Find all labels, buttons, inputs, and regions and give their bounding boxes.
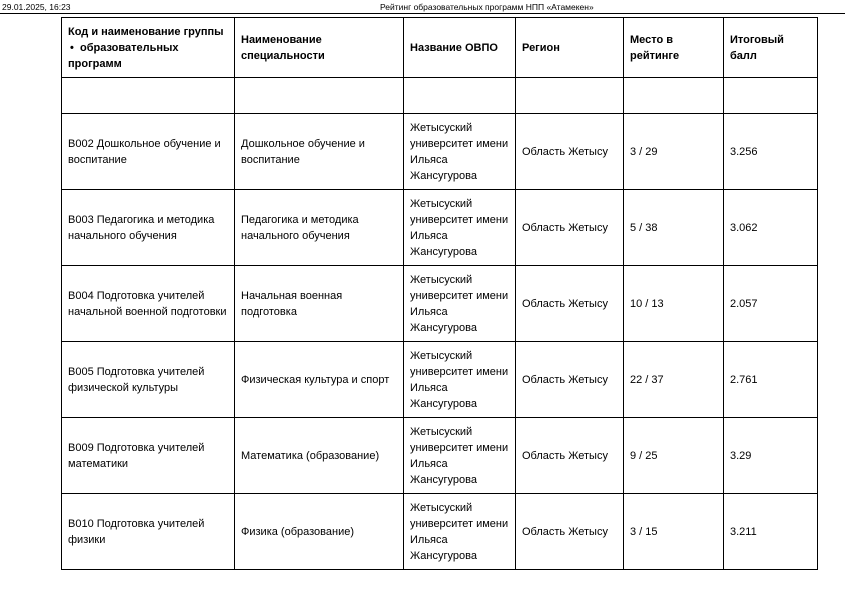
cell-university: Жетысуский университет имени Ильяса Жансугурова	[404, 494, 516, 570]
cell-rank: 10 / 13	[624, 266, 724, 342]
cell-group: В002 Дошкольное обучение и воспитание	[62, 114, 235, 190]
header-group-line2: образовательных	[80, 41, 179, 54]
cell-university: Жетысуский университет имени Ильяса Жансугурова	[404, 342, 516, 418]
page-header	[0, 1, 845, 13]
cell-rank: 3 / 15	[624, 494, 724, 570]
header-divider	[0, 13, 845, 14]
header-specialty: Наименование специальности	[235, 18, 404, 78]
cell-specialty: Математика (образование)	[235, 418, 404, 494]
cell-rank: 22 / 37	[624, 342, 724, 418]
cell-score: 2.761	[724, 342, 818, 418]
cell-score: 2.057	[724, 266, 818, 342]
header-rank: Место в рейтинге	[624, 18, 724, 78]
cell-score: 3.062	[724, 190, 818, 266]
header-region: Регион	[516, 18, 624, 78]
cell-group: В009 Подготовка учителей математики	[62, 418, 235, 494]
cell-group: В005 Подготовка учителей физической культуры	[62, 342, 235, 418]
cell-university: Жетысуский университет имени Ильяса Жансугурова	[404, 114, 516, 190]
cell-region: Область Жетысу	[516, 114, 624, 190]
table-row	[62, 342, 818, 418]
header-group	[62, 18, 235, 78]
cell-group: В010 Подготовка учителей физики	[62, 494, 235, 570]
cell-region: Область Жетысу	[516, 418, 624, 494]
empty-cell	[62, 78, 235, 114]
header-bullet: •	[70, 41, 74, 54]
empty-cell	[724, 78, 818, 114]
table-row	[62, 266, 818, 342]
cell-specialty: Дошкольное обучение и воспитание	[235, 114, 404, 190]
header-university: Название ОВПО	[404, 18, 516, 78]
cell-university: Жетысуский университет имени Ильяса Жансугурова	[404, 418, 516, 494]
empty-cell	[516, 78, 624, 114]
cell-region: Область Жетысу	[516, 494, 624, 570]
document-title: Рейтинг образовательных программ НПП «Атамекен»	[380, 2, 594, 12]
cell-rank: 9 / 25	[624, 418, 724, 494]
rating-table	[61, 17, 818, 570]
cell-score: 3.256	[724, 114, 818, 190]
table-row	[62, 494, 818, 570]
empty-cell	[404, 78, 516, 114]
table-header-row	[62, 18, 818, 78]
header-group-line3: программ	[68, 57, 122, 70]
cell-university: Жетысуский университет имени Ильяса Жансугурова	[404, 190, 516, 266]
cell-group: В003 Педагогика и методика начального обучения	[62, 190, 235, 266]
cell-specialty: Начальная военная подготовка	[235, 266, 404, 342]
cell-rank: 5 / 38	[624, 190, 724, 266]
cell-score: 3.211	[724, 494, 818, 570]
cell-specialty: Физика (образование)	[235, 494, 404, 570]
cell-region: Область Жетысу	[516, 342, 624, 418]
print-date: 29.01.2025, 16:23	[2, 2, 71, 12]
cell-region: Область Жетысу	[516, 266, 624, 342]
empty-row	[62, 78, 818, 114]
header-group-line1: Код и наименование группы	[68, 25, 224, 38]
cell-group: В004 Подготовка учителей начальной военной подготовки	[62, 266, 235, 342]
cell-specialty: Педагогика и методика начального обучения	[235, 190, 404, 266]
table-row	[62, 114, 818, 190]
empty-cell	[235, 78, 404, 114]
table-row	[62, 418, 818, 494]
cell-region: Область Жетысу	[516, 190, 624, 266]
table-row	[62, 190, 818, 266]
header-score: Итоговый балл	[724, 18, 818, 78]
cell-university: Жетысуский университет имени Ильяса Жансугурова	[404, 266, 516, 342]
cell-specialty: Физическая культура и спорт	[235, 342, 404, 418]
cell-score: 3.29	[724, 418, 818, 494]
cell-rank: 3 / 29	[624, 114, 724, 190]
empty-cell	[624, 78, 724, 114]
